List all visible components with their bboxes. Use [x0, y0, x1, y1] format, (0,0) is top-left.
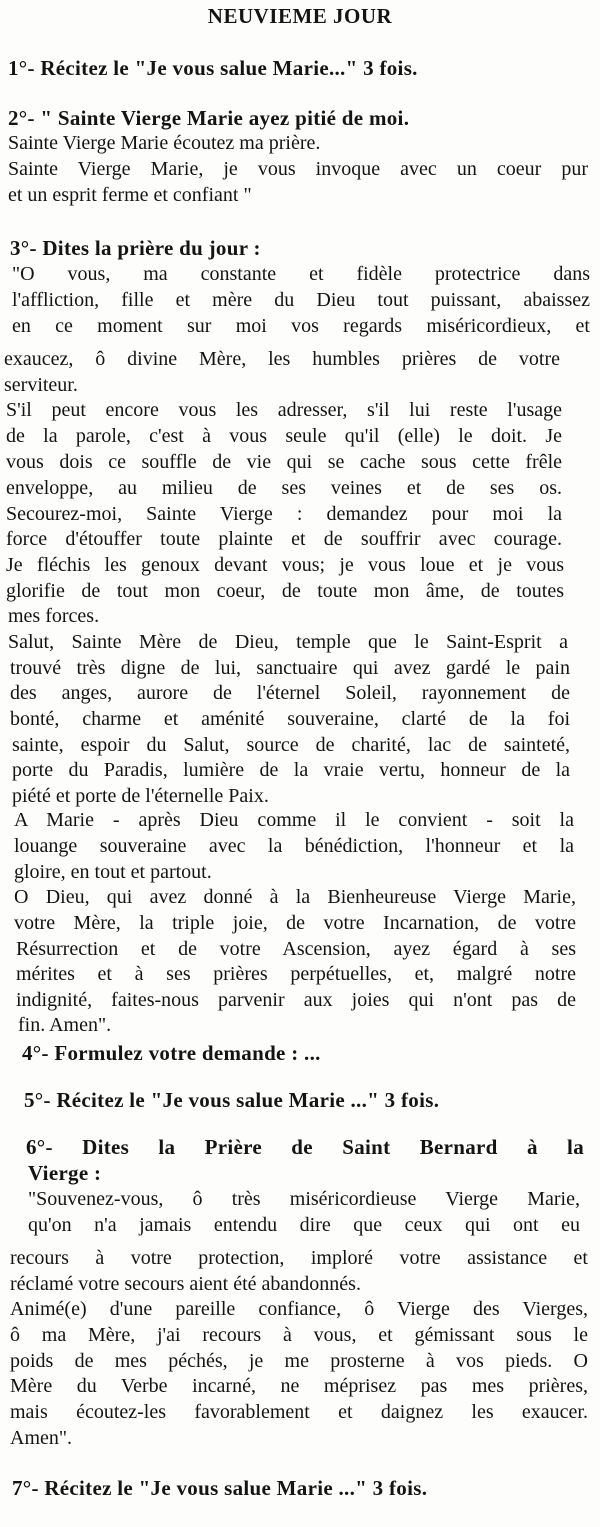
step-6-line: Amen". [10, 1427, 73, 1449]
step-6-line: Animé(e) d'une pareille confiance, ô Vierge des Vierges, [10, 1298, 588, 1320]
step-3-line: serviteur. [4, 374, 78, 396]
step-3-line: Résurrection et de votre Ascension, ayez égard à ses [16, 938, 576, 960]
step-6-heading-cont: Vierge : [28, 1161, 102, 1185]
step-6-line: qu'on n'a jamais entendu dire que ceux qui ont eu [28, 1214, 580, 1236]
step-3-line: piété et porte de l'éternelle Paix. [12, 785, 269, 807]
step-3-line: votre Mère, la triple joie, de votre Incarnation, de votre [14, 912, 576, 934]
step-3-line: "O vous, ma constante et fidèle protectrice dans [12, 263, 590, 285]
step-3-line: force d'étouffer toute plainte et de souffrir avec courage. [6, 528, 562, 550]
step-6-line: poids de mes péchés, je me prosterne à vos pieds. O [10, 1350, 588, 1372]
step-6-line: réclamé votre secours aient été abandonnés. [10, 1273, 361, 1295]
step-3-line: mes forces. [8, 605, 100, 627]
step-3-line: porte du Paradis, lumière de la vraie vertu, honneur de la [12, 759, 570, 781]
step-6-line: mais écoutez-les favorablement et daignez les exaucer. [10, 1401, 588, 1423]
step-7-heading: 7°- Récitez le "Je vous salue Marie ..." 3 fois. [12, 1476, 428, 1500]
step-3-line: gloire, en tout et partout. [14, 861, 212, 883]
step-6-line: Mère du Verbe incarné, ne méprisez pas mes prières, [10, 1375, 588, 1397]
step-6-line: "Souvenez-vous, ô très miséricordieuse Vierge Marie, [28, 1188, 580, 1210]
step-6-line: ô ma Mère, j'ai recours à vous, et gémissant sous le [10, 1324, 588, 1346]
step-3-line: fin. Amen". [18, 1014, 112, 1036]
step-3-line: de la parole, c'est à vous seule qu'il (elle) le doit. Je [6, 425, 562, 447]
step-3-line: trouvé très digne de lui, sanctuaire qui avez gardé le pain [10, 657, 570, 679]
step-1-heading: 1°- Récitez le "Je vous salue Marie..." 3 fois. [8, 56, 418, 80]
step-3-line: des anges, aurore de l'éternel Soleil, rayonnement de [10, 682, 570, 704]
step-2-line: Sainte Vierge Marie écoutez ma prière. [8, 132, 321, 154]
step-3-line: l'affliction, fille et mère du Dieu tout puissant, abaissez [12, 289, 590, 311]
step-3-heading: 3°- Dites la prière du jour : [10, 236, 261, 260]
step-2-line: Sainte Vierge Marie, je vous invoque avec un coeur pur [8, 158, 588, 180]
step-3-line: Salut, Sainte Mère de Dieu, temple que le Saint-Esprit a [8, 631, 568, 653]
step-3-line: A Marie - après Dieu comme il le convient - soit la [14, 809, 574, 831]
step-3-line: sainte, espoir du Salut, source de charité, lac de sainteté, [12, 734, 570, 756]
page-title: NEUVIEME JOUR [207, 4, 393, 28]
step-3-line: vous dois ce souffle de vie qui se cache sous cette frêle [6, 451, 562, 473]
step-3-line: Je fléchis les genoux devant vous; je vous loue et je vous [6, 554, 564, 576]
step-2-line: et un esprit ferme et confiant " [8, 184, 252, 206]
step-3-line: louange souveraine avec la bénédiction, l'honneur et la [14, 835, 574, 857]
step-3-line: glorifie de tout mon coeur, de toute mon âme, de toutes [6, 580, 564, 602]
step-3-line: enveloppe, au milieu de ses veines et de ses os. [6, 477, 562, 499]
step-4-heading: 4°- Formulez votre demande : ... [22, 1041, 321, 1065]
step-3-line: en ce moment sur moi vos regards miséricordieux, et [12, 315, 590, 337]
step-3-line: S'il peut encore vous les adresser, s'il lui reste l'usage [6, 399, 562, 421]
step-6-line: recours à votre protection, imploré votre assistance et [10, 1247, 588, 1269]
step-3-line: mérites et à ses prières perpétuelles, et, malgré notre [16, 963, 576, 985]
step-3-line: indignité, faites-nous parvenir aux joies qui n'ont pas de [16, 989, 576, 1011]
step-3-line: exaucez, ô divine Mère, les humbles prières de votre [4, 348, 560, 370]
step-3-line: Secourez-moi, Sainte Vierge : demandez pour moi la [6, 503, 562, 525]
step-3-line: bonté, charme et aménité souveraine, clarté de la foi [10, 708, 570, 730]
step-6-heading: 6°- Dites la Prière de Saint Bernard à la [26, 1135, 584, 1159]
step-3-line: O Dieu, qui avez donné à la Bienheureuse Vierge Marie, [14, 886, 576, 908]
step-2-heading: 2°- " Sainte Vierge Marie ayez pitié de moi. [8, 106, 410, 130]
step-5-heading: 5°- Récitez le "Je vous salue Marie ..." 3 fois. [24, 1088, 440, 1112]
